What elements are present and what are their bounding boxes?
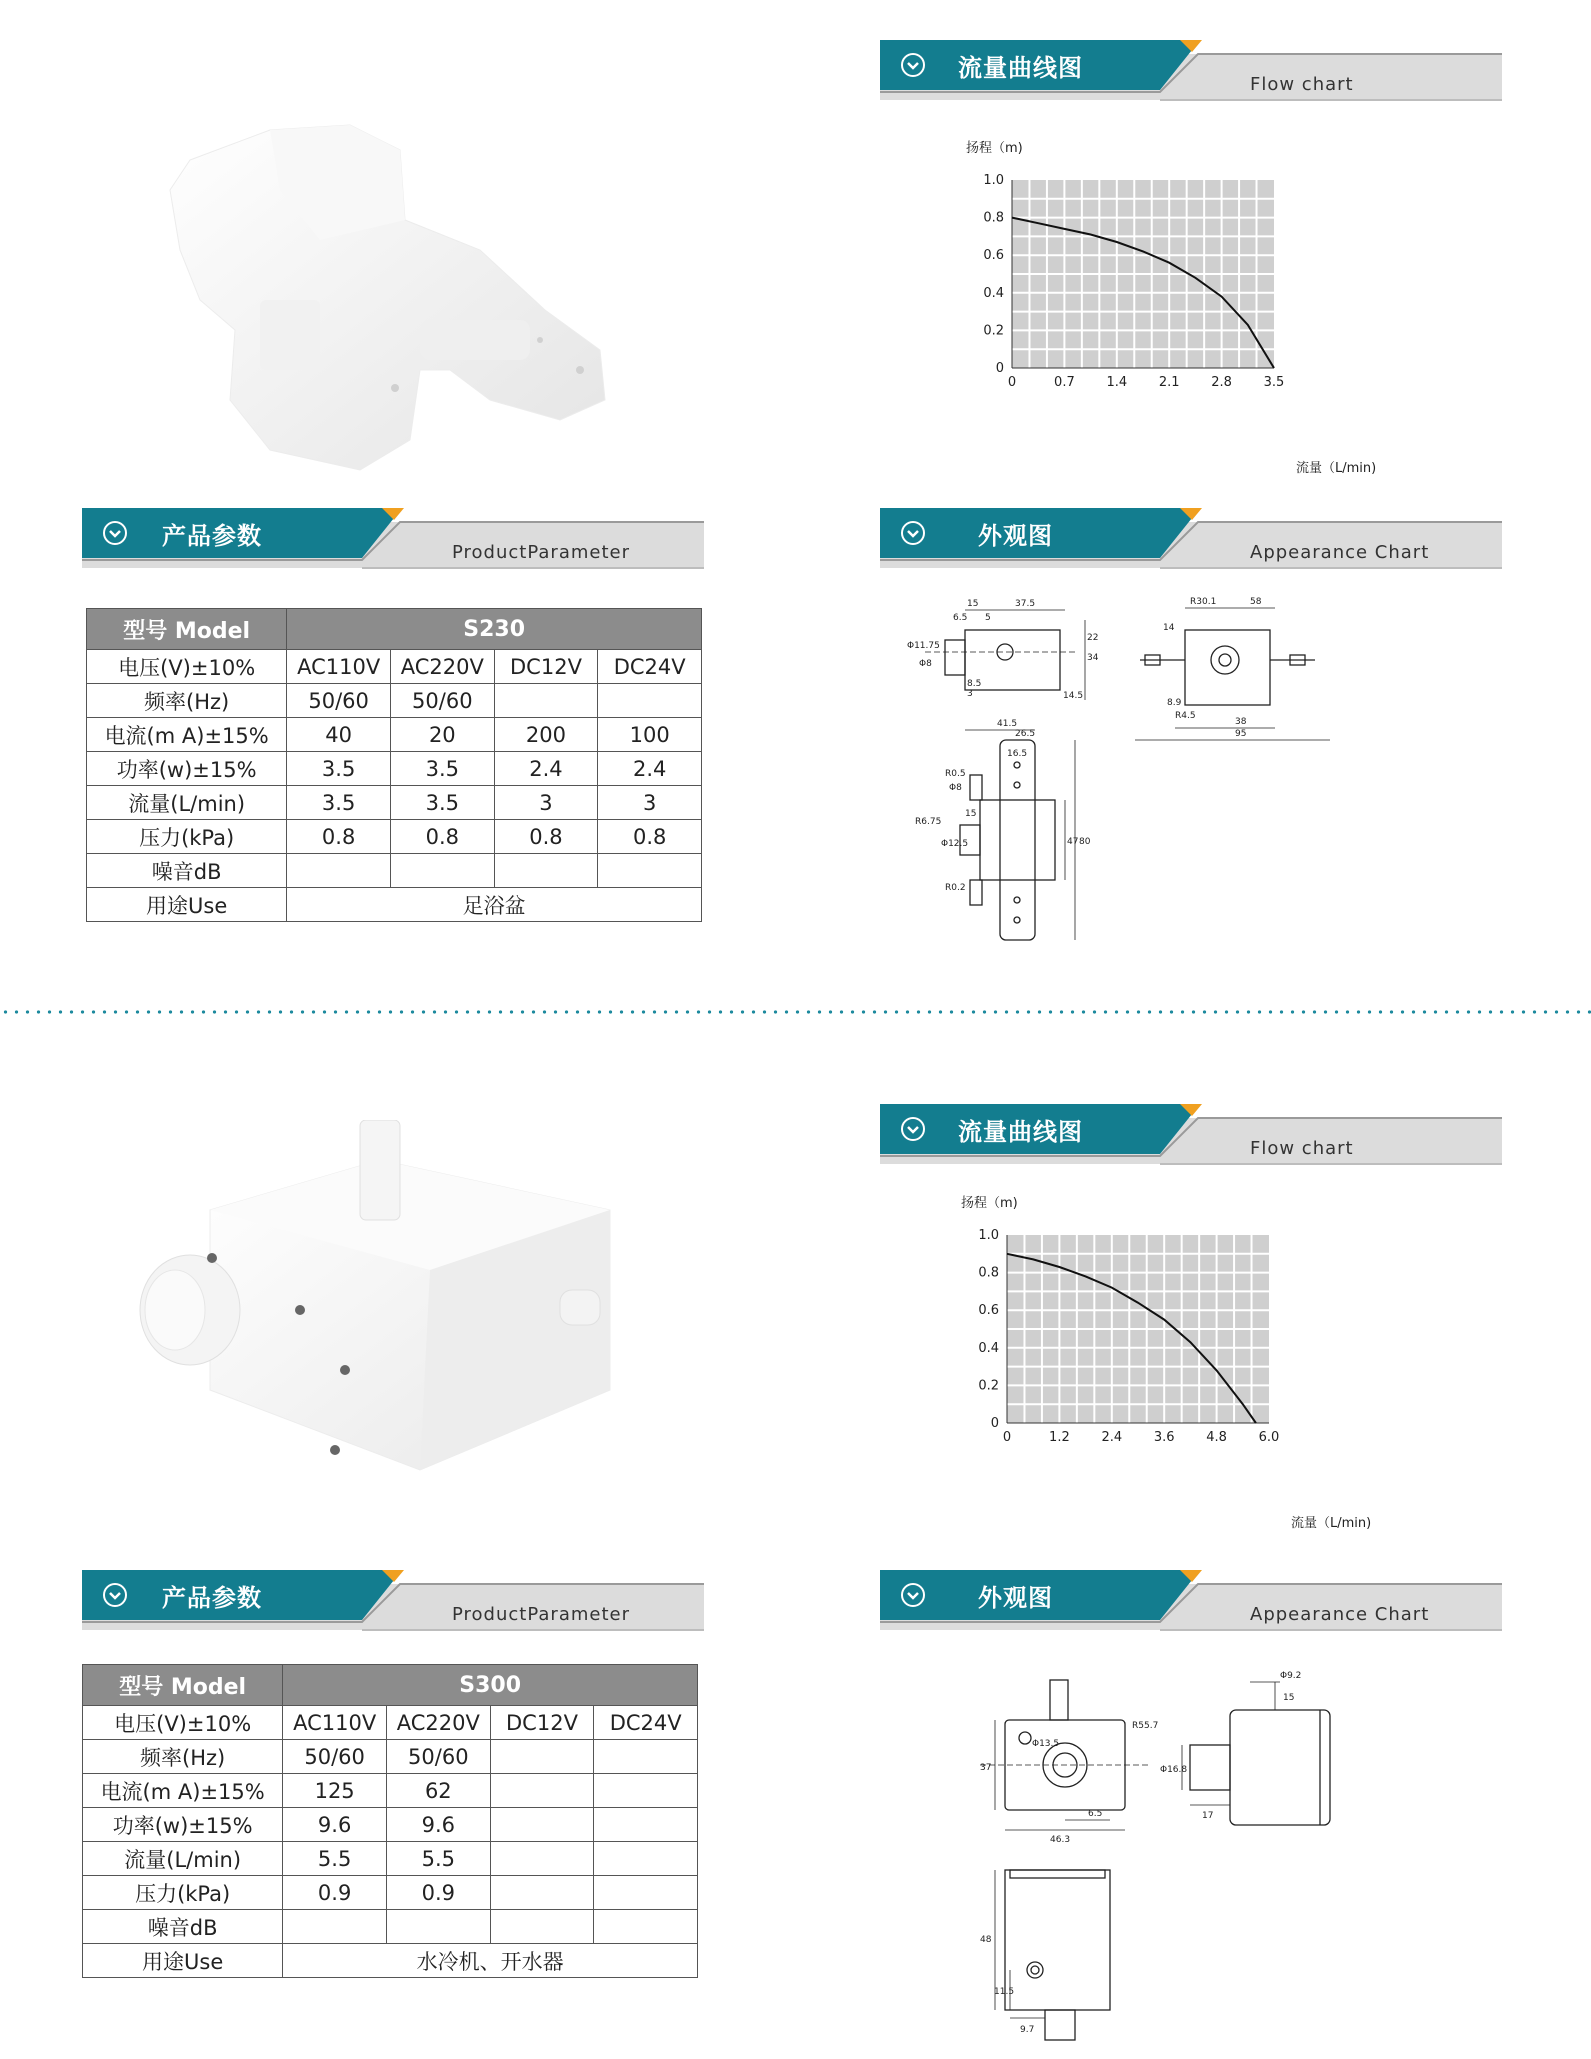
table-cell [386,1910,490,1944]
dimension-label: 95 [1235,729,1247,739]
appearance-drawing-s300 [950,1660,1390,2045]
spec-table-s230 [86,608,702,922]
appearance-chart-title-zh: 外观图 [978,522,1053,550]
table-cell [594,1842,698,1876]
table-row [87,752,702,786]
row-label: 噪音dB [83,1910,283,1944]
dimension-label: Φ13.5 [1032,1739,1060,1749]
y-tick-label: 0.8 [978,1265,999,1281]
table-cell: 200 [494,718,598,752]
table-cell: 0.8 [390,820,494,854]
dimension-label: R30.1 [1190,597,1217,607]
dimension-label: 3 [967,689,973,699]
table-cell: 2.4 [598,752,702,786]
table-cell [594,1910,698,1944]
product-parameter-title-zh: 产品参数 [162,522,262,550]
table-cell [490,1876,594,1910]
table-cell-use: 足浴盆 [287,888,702,922]
table-cell: 3 [598,786,702,820]
appearance-chart-title-en: Appearance Chart [1250,1604,1430,1625]
row-label: 功率(w)±15% [83,1808,283,1842]
table-row [87,650,702,684]
y-tick-label: 0 [990,1416,999,1431]
y-tick-label: 1.0 [978,1228,999,1243]
table-cell-use: 水冷机、开水器 [283,1944,698,1978]
flow-chart-s300 [955,1185,1405,1535]
table-header-row [87,609,702,650]
table-cell: 100 [598,718,702,752]
table-cell: 3 [494,786,598,820]
dimension-label: R0.2 [945,883,966,893]
table-cell [287,854,391,888]
table-cell: 9.6 [283,1808,387,1842]
table-cell: AC220V [386,1706,490,1740]
dimension-label: 9.7 [1020,2025,1035,2035]
appearance-drawing-s230 [905,590,1405,980]
table-cell: AC220V [390,650,494,684]
table-cell [594,1808,698,1842]
table-header-row [83,1665,698,1706]
dimension-label: 14.5 [1063,691,1084,701]
dimension-label: 41.5 [997,719,1018,729]
row-label: 频率(Hz) [83,1740,283,1774]
y-tick-label: 0 [995,361,1004,376]
table-cell: 3.5 [390,786,494,820]
chevron-down-icon [900,1116,926,1142]
table-cell: 50/60 [287,684,391,718]
table-cell [490,1910,594,1944]
chevron-down-icon [900,1582,926,1608]
chevron-down-icon [102,520,128,546]
table-row [83,1808,698,1842]
x-tick-label: 0 [1007,375,1017,390]
table-cell: 0.9 [386,1876,490,1910]
product-photo-s300 [130,1120,650,1560]
table-cell [490,1774,594,1808]
table-row [87,718,702,752]
table-row [87,786,702,820]
product-parameter-header [82,1570,704,1642]
dimension-label: 22 [1087,633,1099,643]
table-cell: 3.5 [287,786,391,820]
table-cell: 9.6 [386,1808,490,1842]
x-tick-label: 2.8 [1211,375,1232,390]
dimension-label: 46.3 [1050,1835,1071,1845]
model-label: 型号 Model [83,1665,283,1706]
table-row [83,1740,698,1774]
table-cell [490,1740,594,1774]
row-label: 流量(L/min) [83,1842,283,1876]
y-tick-label: 0.4 [978,1340,999,1356]
table-cell: DC24V [594,1706,698,1740]
row-label: 电流(m A)±15% [87,718,287,752]
model-value: S300 [283,1665,698,1706]
row-label: 用途Use [87,888,287,922]
x-tick-label: 4.8 [1206,1430,1227,1445]
chart-xlabel: 流量（L/min) [1296,461,1377,476]
table-cell: 5.5 [386,1842,490,1876]
table-cell: 3.5 [287,752,391,786]
product-photo-s230 [150,70,770,490]
dimension-label: Φ11.75 [907,641,940,651]
table-cell: 3.5 [390,752,494,786]
row-label: 频率(Hz) [87,684,287,718]
y-tick-label: 0.6 [983,248,1004,264]
flow-chart-header [880,1104,1502,1176]
y-tick-label: 0.4 [983,285,1004,301]
y-tick-label: 1.0 [983,173,1004,188]
dimension-label: R55.7 [1132,1721,1159,1731]
row-label: 压力(kPa) [83,1876,283,1910]
dimension-label: Φ8 [919,659,932,669]
dimension-label: 80 [1079,837,1091,847]
table-cell: 125 [283,1774,387,1808]
dimension-label: 38 [1235,717,1247,727]
dimension-label: 14 [1163,623,1175,633]
table-row [83,1842,698,1876]
x-tick-label: 1.2 [1049,1430,1070,1445]
table-row [87,684,702,718]
dimension-label: Φ16.8 [1160,1765,1188,1775]
flow-chart-s230 [960,130,1410,480]
chart-ylabel: 扬程（m) [961,1196,1018,1211]
dimension-label: R4.5 [1175,711,1196,721]
y-tick-label: 0.2 [983,323,1004,339]
dimension-label: 47 [1067,837,1079,847]
row-label: 电压(V)±10% [87,650,287,684]
table-cell [390,854,494,888]
chart-ylabel: 扬程（m) [966,141,1023,156]
product-parameter-title-en: ProductParameter [452,542,630,563]
row-label: 噪音dB [87,854,287,888]
dimension-label: 34 [1087,653,1099,663]
table-cell: DC12V [494,650,598,684]
appearance-chart-header [880,508,1502,580]
flow-chart-title-zh: 流量曲线图 [958,54,1083,82]
table-cell: 0.8 [494,820,598,854]
chevron-down-icon [900,520,926,546]
appearance-chart-header [880,1570,1502,1642]
table-cell [598,684,702,718]
table-cell: 40 [287,718,391,752]
table-cell [494,854,598,888]
dimension-label: 15 [967,599,979,609]
table-cell [594,1876,698,1910]
table-cell [283,1910,387,1944]
table-cell: 20 [390,718,494,752]
flow-chart-title-en: Flow chart [1250,74,1354,95]
chevron-down-icon [900,52,926,78]
row-label: 功率(w)±15% [87,752,287,786]
dimension-label: 16.5 [1007,749,1028,759]
dimension-label: Φ9.2 [1280,1671,1302,1681]
table-row [87,854,702,888]
product-parameter-title-en: ProductParameter [452,1604,630,1625]
flow-chart-header [880,40,1502,112]
table-cell: 0.8 [287,820,391,854]
table-row [83,1944,698,1978]
product-parameter-header [82,508,704,580]
section-divider [0,1010,1591,1014]
dimension-label: 8.9 [1167,698,1182,708]
model-value: S230 [287,609,702,650]
table-row [87,820,702,854]
product-parameter-title-zh: 产品参数 [162,1584,262,1612]
table-cell [594,1774,698,1808]
x-tick-label: 2.4 [1101,1430,1123,1445]
x-tick-label: 1.4 [1106,375,1128,390]
y-tick-label: 0.8 [983,210,1004,226]
table-cell: 50/60 [390,684,494,718]
dimension-label: 8.5 [967,679,982,689]
row-label: 电压(V)±10% [83,1706,283,1740]
table-cell [490,1842,594,1876]
chart-xlabel: 流量（L/min) [1291,1516,1372,1531]
table-cell: DC24V [598,650,702,684]
flow-chart-title-en: Flow chart [1250,1138,1354,1159]
x-tick-label: 3.5 [1263,375,1285,390]
chevron-down-icon [102,1582,128,1608]
x-tick-label: 0 [1002,1430,1012,1445]
dimension-label: Φ8 [949,783,962,793]
dimension-label: Φ12.5 [941,839,969,849]
dimension-label: 15 [965,809,977,819]
y-tick-label: 0.6 [978,1303,999,1319]
table-cell: 50/60 [386,1740,490,1774]
table-cell: 5.5 [283,1842,387,1876]
table-cell [490,1808,594,1842]
dimension-label: 26.5 [1015,729,1036,739]
x-tick-label: 3.6 [1153,1430,1175,1445]
dimension-label: 37 [980,1763,992,1773]
dimension-label: 37.5 [1015,599,1036,609]
dimension-label: 48 [980,1935,992,1945]
table-cell: AC110V [283,1706,387,1740]
row-label: 压力(kPa) [87,820,287,854]
row-label: 电流(m A)±15% [83,1774,283,1808]
model-label: 型号 Model [87,609,287,650]
appearance-chart-title-zh: 外观图 [978,1584,1053,1612]
dimension-label: 17 [1202,1811,1214,1821]
dimension-label: 5 [985,613,991,623]
flow-chart-title-zh: 流量曲线图 [958,1118,1083,1146]
table-cell: 50/60 [283,1740,387,1774]
dimension-label: 6.5 [953,613,968,623]
dimension-label: 15 [1283,1693,1295,1703]
table-cell: AC110V [287,650,391,684]
row-label: 流量(L/min) [87,786,287,820]
appearance-chart-title-en: Appearance Chart [1250,542,1430,563]
dimension-label: 6.5 [1088,1809,1103,1819]
product-section-s300 [0,1060,1591,2059]
y-tick-label: 0.2 [978,1378,999,1394]
row-label: 用途Use [83,1944,283,1978]
table-row [83,1774,698,1808]
dimension-label: R0.5 [945,769,966,779]
x-tick-label: 6.0 [1258,1430,1280,1445]
table-row [83,1706,698,1740]
table-cell [494,684,598,718]
product-section-s230 [0,0,1591,1010]
table-cell [598,854,702,888]
x-tick-label: 0.7 [1054,375,1075,390]
table-cell [594,1740,698,1774]
table-row [87,888,702,922]
table-cell: 0.8 [598,820,702,854]
dimension-label: R6.75 [915,817,942,827]
table-cell: 0.9 [283,1876,387,1910]
table-row [83,1876,698,1910]
dimension-label: 11.5 [994,1987,1015,1997]
table-row [83,1910,698,1944]
x-tick-label: 2.1 [1158,375,1180,390]
table-cell: DC12V [490,1706,594,1740]
table-cell: 2.4 [494,752,598,786]
spec-table-s300 [82,1664,698,1978]
table-cell: 62 [386,1774,490,1808]
dimension-label: 58 [1250,597,1262,607]
